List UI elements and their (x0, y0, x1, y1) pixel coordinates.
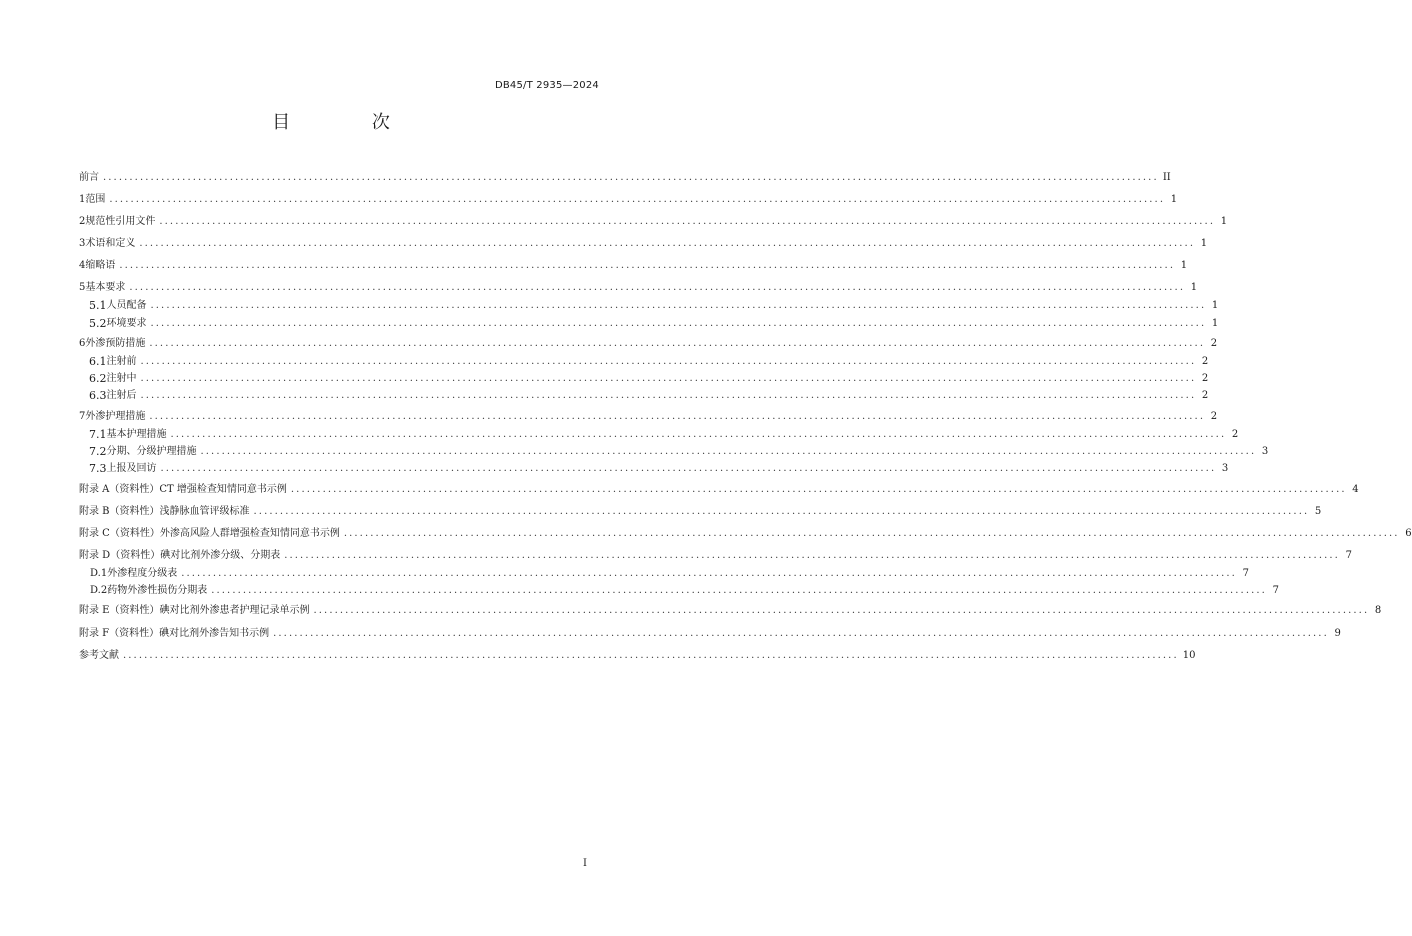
toc-dot-leader: ........................................................................................................................................................................................................ (129, 282, 1186, 293)
toc-entry-number: 附录 F（资料性） (79, 628, 160, 639)
toc-entry-text: 注射前 (106, 356, 137, 367)
toc-page-number: 6 (1405, 528, 1412, 539)
toc-entry-text: 注射中 (106, 373, 137, 384)
toc-page-number: 1 (1211, 318, 1219, 329)
toc-page-number: 1 (1170, 194, 1178, 205)
toc-dot-leader: ........................................................................................................................................................................................................ (181, 568, 1237, 579)
toc-dot-leader: ........................................................................................................................................................................................................ (123, 650, 1179, 661)
toc-page-number: 7 (1345, 550, 1352, 561)
toc-dot-leader: ........................................................................................................................................................................................................ (119, 260, 1176, 271)
toc-entry-number: 6.2 (89, 372, 107, 385)
toc-page-number: 3 (1221, 463, 1229, 474)
toc-page-number: 1 (1190, 282, 1198, 293)
toc-page-number: 1 (1220, 216, 1228, 227)
toc-page-number: 9 (1334, 628, 1341, 639)
toc-page-number: 2 (1201, 356, 1209, 367)
toc-entry-5-2[interactable] (89, 316, 1219, 332)
toc-entry-text: 浅静脉血管评级标准 (159, 506, 250, 517)
document-code: DB45/T 2935—2024 (494, 80, 599, 91)
toc-entry-d-1[interactable] (90, 566, 1249, 582)
toc-dot-leader: ........................................................................................................................................................................................................ (150, 318, 1207, 329)
toc-entry-number: 附录 B（资料性） (79, 506, 160, 517)
toc-entry-6-1[interactable] (89, 354, 1209, 370)
toc-entry-number: 附录 E（资料性） (79, 605, 160, 616)
toc-entry-text: 缩略语 (85, 260, 116, 271)
toc-entry-text: 环境要求 (106, 318, 147, 329)
toc-page-number: 2 (1201, 373, 1209, 384)
toc-page-number: 1 (1211, 300, 1219, 311)
toc-entry-number: 5.2 (89, 317, 107, 330)
toc-entry-number: 5.1 (89, 299, 107, 312)
toc-entry-text: 规范性引用文件 (85, 216, 156, 227)
toc-dot-leader: ........................................................................................................................................................................................................ (140, 356, 1197, 367)
toc-page-number: 7 (1272, 585, 1279, 596)
toc-entry-text: 碘对比剂外渗患者护理记录单示例 (159, 605, 310, 616)
toc-entry-number: 7.3 (89, 462, 107, 475)
toc-entry-text: 基本要求 (85, 282, 126, 293)
toc-entry-number: 附录 C（资料性） (79, 528, 160, 539)
toc-entry-number: 6 (79, 338, 86, 349)
toc-dot-leader: ........................................................................................................................................................................................................ (160, 463, 1217, 474)
toc-entry-number: 1 (79, 194, 86, 205)
toc-entry-text: 术语和定义 (85, 238, 136, 249)
toc-dot-leader: ........................................................................................................................................................................................................ (284, 550, 1340, 561)
toc-entry-text: 碘对比剂外渗分级、分期表 (160, 550, 281, 561)
toc-dot-leader: ........................................................................................................................................................................................................ (211, 585, 1267, 596)
toc-page-number: II (1162, 172, 1171, 183)
toc-page-number: 1 (1200, 238, 1208, 249)
toc-entry-5-1[interactable] (89, 298, 1219, 314)
toc-entry-text: 人员配备 (106, 300, 147, 311)
toc-dot-leader: ........................................................................................................................................................................................................ (343, 528, 1400, 539)
toc-entry-appendix-d[interactable] (79, 548, 1352, 564)
toc-entry-text: 外渗预防措施 (85, 338, 146, 349)
toc-entry-d-2[interactable] (90, 583, 1279, 599)
toc-entry-foreword[interactable] (79, 170, 1171, 186)
toc-entry-4[interactable] (79, 258, 1188, 274)
toc-entry-number: D.1 (90, 568, 108, 579)
toc-page-number: 10 (1182, 650, 1196, 661)
toc-entry-1[interactable] (79, 192, 1178, 208)
toc-dot-leader: ........................................................................................................................................................................................................ (273, 628, 1329, 639)
toc-dot-leader: ........................................................................................................................................................................................................ (140, 390, 1197, 401)
toc-entry-number: 7.2 (89, 445, 107, 458)
toc-page-number: 7 (1242, 568, 1249, 579)
toc-dot-leader: ........................................................................................................................................................................................................ (109, 194, 1166, 205)
toc-entry-number: 5 (79, 282, 86, 293)
toc-entry-appendix-c[interactable] (79, 526, 1412, 542)
toc-entry-appendix-e[interactable] (79, 603, 1382, 619)
toc-entry-number: 7 (79, 411, 86, 422)
toc-entry-text: 分期、分级护理措施 (106, 446, 197, 457)
toc-entry-7[interactable] (79, 409, 1218, 425)
toc-entry-text: 外渗程度分级表 (107, 568, 178, 579)
toc-entry-6[interactable] (79, 336, 1218, 352)
toc-entry-text: CT 增强检查知情同意书示例 (159, 484, 287, 495)
page-number: I (583, 858, 587, 869)
toc-entry-text: 参考文献 (79, 650, 119, 661)
toc-entry-5[interactable] (79, 280, 1198, 296)
toc-entry-number: 4 (79, 260, 86, 271)
toc-entry-text: 注射后 (106, 390, 137, 401)
page-title: 目 次 (272, 112, 428, 133)
toc-page-number: 2 (1231, 429, 1239, 440)
toc-entry-text: 前言 (79, 172, 99, 183)
toc-dot-leader: ........................................................................................................................................................................................................ (200, 446, 1257, 457)
toc-page-number: 2 (1210, 411, 1218, 422)
toc-entry-number: 3 (79, 238, 86, 249)
toc-dot-leader: ........................................................................................................................................................................................................ (149, 411, 1206, 422)
toc-entry-6-3[interactable] (89, 388, 1209, 404)
toc-page-number: 5 (1314, 506, 1322, 517)
toc-dot-leader: ........................................................................................................................................................................................................ (159, 216, 1216, 227)
toc-page-number: 2 (1210, 338, 1218, 349)
toc-page-number: 1 (1180, 260, 1188, 271)
toc-entry-appendix-b[interactable] (79, 504, 1322, 520)
toc-entry-text: 碘对比剂外渗告知书示例 (159, 628, 270, 639)
toc-entry-text: 药物外渗性损伤分期表 (107, 585, 208, 596)
toc-dot-leader: ........................................................................................................................................................................................................ (290, 484, 1347, 495)
toc-dot-leader: ........................................................................................................................................................................................................ (149, 338, 1206, 349)
toc-entry-appendix-a[interactable] (79, 482, 1359, 498)
toc-page-number: 4 (1352, 484, 1359, 495)
toc-dot-leader: ........................................................................................................................................................................................................ (253, 506, 1310, 517)
toc-dot-leader: ........................................................................................................................................................................................................ (139, 238, 1196, 249)
toc-entry-number: 2 (79, 216, 86, 227)
toc-dot-leader: ........................................................................................................................................................................................................ (313, 605, 1370, 616)
toc-entry-3[interactable] (79, 236, 1208, 252)
toc-entry-number: 6.1 (89, 355, 107, 368)
toc-entry-7-1[interactable] (89, 427, 1239, 443)
toc-dot-leader: ........................................................................................................................................................................................................ (103, 172, 1159, 183)
toc-entry-number: 附录 D（资料性） (79, 550, 161, 561)
toc-entry-6-2[interactable] (89, 371, 1209, 387)
toc-entry-text: 上报及回访 (106, 463, 157, 474)
toc-dot-leader: ........................................................................................................................................................................................................ (140, 373, 1197, 384)
toc-entry-number: 附录 A（资料性） (79, 484, 160, 495)
toc-entry-text: 范围 (85, 194, 106, 205)
toc-entry-number: 7.1 (89, 428, 107, 441)
toc-dot-leader: ........................................................................................................................................................................................................ (170, 429, 1227, 440)
toc-entry-text: 基本护理措施 (106, 429, 167, 440)
toc-page-number: 2 (1201, 390, 1209, 401)
toc-entry-appendix-f[interactable] (79, 626, 1341, 642)
toc-entry-text: 外渗高风险人群增强检查知情同意书示例 (159, 528, 340, 539)
toc-entry-number: D.2 (90, 585, 108, 596)
toc-entry-7-3[interactable] (89, 461, 1229, 477)
toc-entry-7-2[interactable] (89, 444, 1269, 460)
toc-dot-leader: ........................................................................................................................................................................................................ (150, 300, 1207, 311)
toc-entry-number: 6.3 (89, 389, 107, 402)
toc-entry-text: 外渗护理措施 (85, 411, 146, 422)
toc-page-number: 8 (1374, 605, 1382, 616)
toc-entry-2[interactable] (79, 214, 1228, 230)
toc-page-number: 3 (1261, 446, 1269, 457)
toc-entry-references[interactable] (79, 648, 1196, 664)
